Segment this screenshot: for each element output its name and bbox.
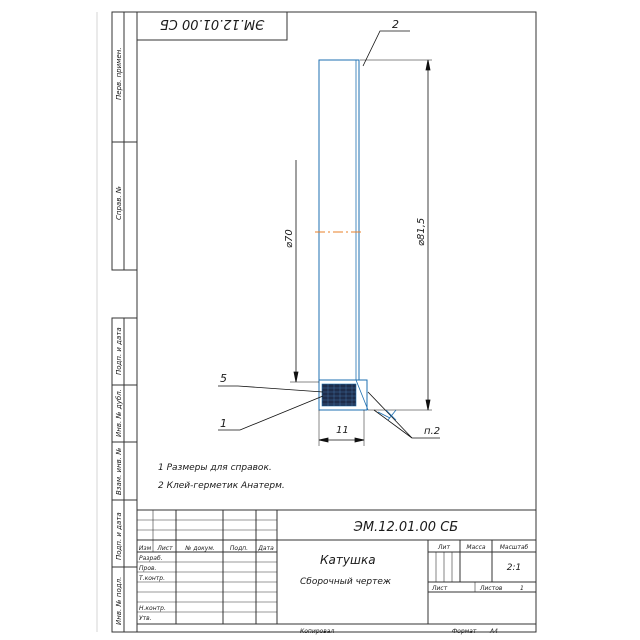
row-t-kontr: Т.контр.: [139, 575, 166, 582]
format-value: А4: [490, 628, 498, 635]
callout-item-5: 5: [220, 372, 227, 385]
top-code: ЭМ.12.01.00 СБ: [159, 16, 265, 31]
col-header-list: Лист: [157, 545, 173, 552]
callout-item-1: 1: [220, 417, 227, 430]
format-label: Формат: [452, 628, 477, 635]
note-1: 1 Размеры для справок.: [158, 463, 272, 473]
sheet-frame: [137, 12, 536, 632]
side-label-perv-primen: Перв. примен.: [115, 47, 123, 100]
row-razrab: Разраб.: [139, 555, 163, 562]
row-prov: Пров.: [139, 565, 157, 572]
copied-label: Копировал: [300, 628, 335, 635]
col-header-data: Дата: [258, 545, 274, 552]
side-label-inv-podl: Инв. № подл.: [115, 576, 123, 625]
col-header-izm: Изм: [138, 545, 152, 552]
title-block-frame: [137, 510, 536, 624]
sheets-count: 1: [520, 585, 524, 592]
col-header-podp: Подп.: [229, 545, 249, 552]
doc-type: Сборочный чертеж: [300, 577, 392, 587]
callout-note-ref: п.2: [424, 426, 441, 437]
mass-label: Масса: [466, 544, 486, 551]
note-2: 2 Клей-герметик Анатерм.: [158, 481, 285, 491]
lit-label: Лит: [438, 544, 450, 551]
row-n-kontr: Н.контр.: [139, 605, 166, 612]
side-label-inv-dubl: Инв. № дубл.: [115, 389, 123, 437]
part-name: Катушка: [320, 553, 376, 567]
sheets-label: Листов: [480, 585, 503, 592]
dim-width: 11: [336, 425, 349, 436]
side-label-vzam-inv: Взам. инв. №: [115, 447, 123, 495]
row-utv: Утв.: [139, 615, 152, 622]
dim-dia-inner: ⌀70: [284, 229, 295, 248]
winding-hatch: [322, 384, 356, 406]
side-label-podp-data-2: Подп. и дата: [115, 512, 123, 560]
title-code: ЭМ.12.01.00 СБ: [353, 520, 459, 535]
coil-body: [319, 60, 359, 380]
callout-item-2: 2: [392, 18, 399, 31]
col-header-n-dokum: № докум.: [185, 545, 215, 552]
sheet-label: Лист: [432, 585, 448, 592]
leader-lines: [218, 31, 440, 438]
scale-label: Масштаб: [499, 544, 529, 551]
dim-dia-outer: ⌀81,5: [416, 217, 427, 246]
scale-value: 2:1: [506, 563, 522, 573]
side-label-sprav: Справ. №: [115, 185, 123, 220]
dimension-lines: [290, 60, 432, 446]
winding-chamfer: [356, 380, 368, 410]
side-label-podp-data-1: Подп. и дата: [115, 327, 123, 375]
